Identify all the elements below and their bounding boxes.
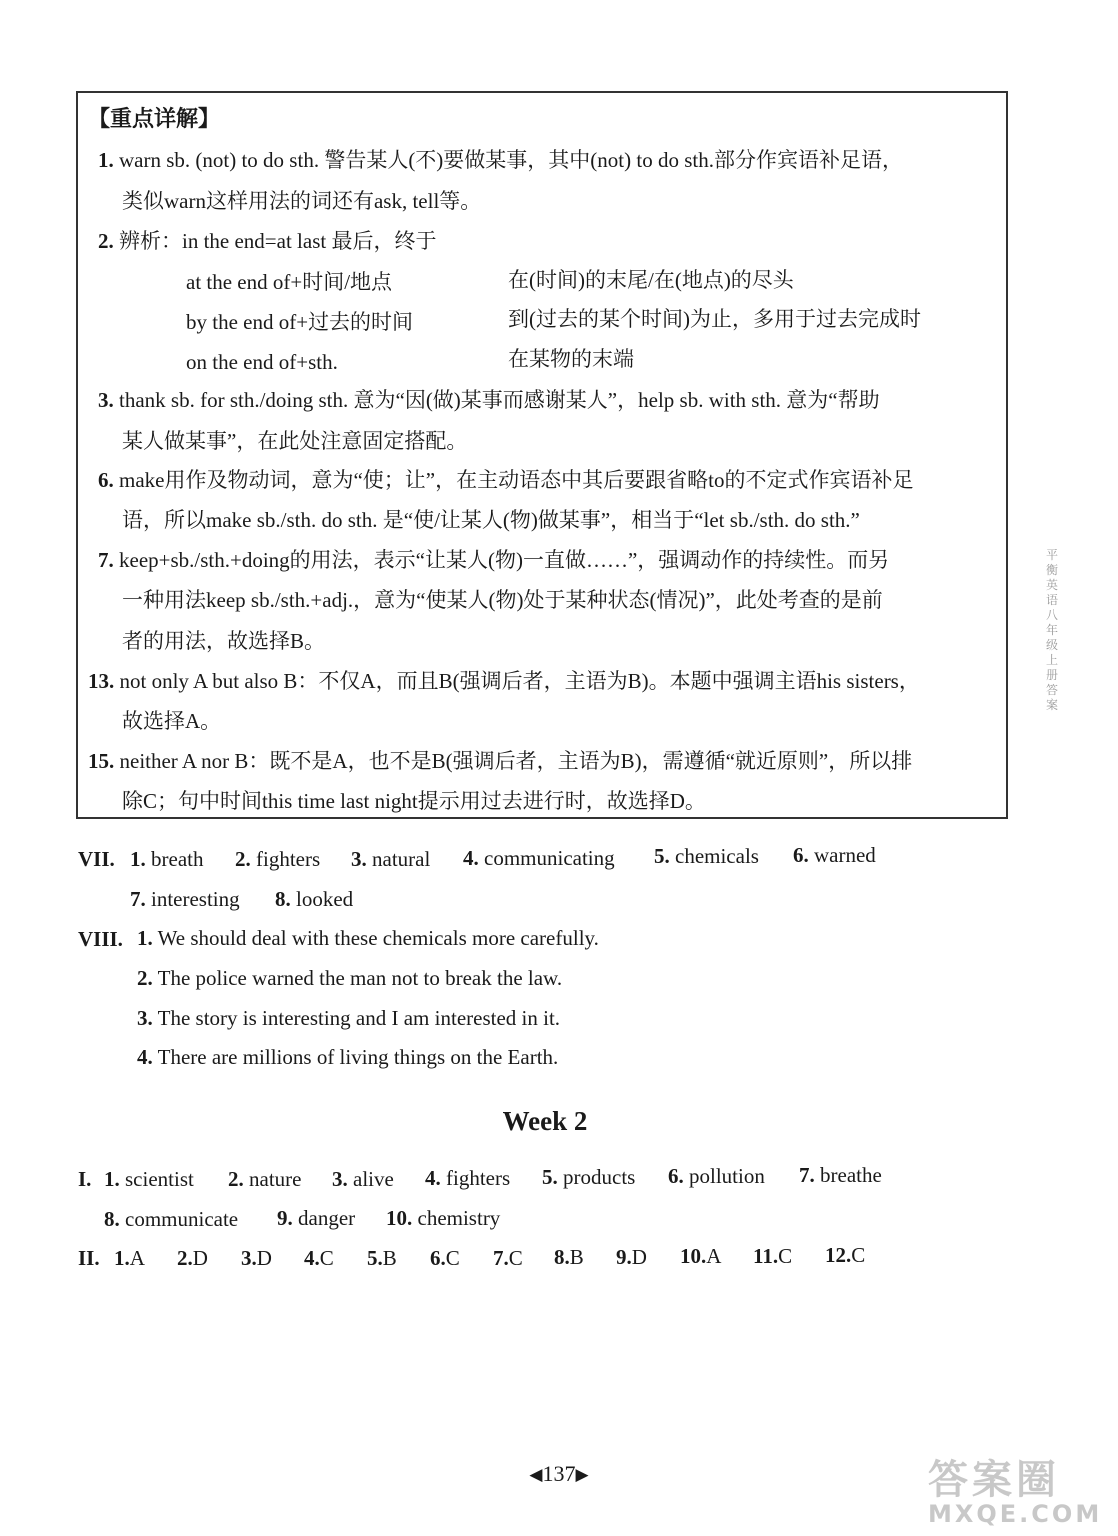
- answer-item: 3. natural: [351, 847, 431, 871]
- explanation-line: 6. make用作及物动词，意为“使；让”，在主动语态中其后要跟省略to的不定式作宾语补足: [98, 468, 914, 492]
- answer-item: 7. interesting: [130, 887, 240, 911]
- side-margin-text: 平衡英语八年级上册答案: [1046, 548, 1059, 712]
- focus-explanation-box: [76, 91, 1008, 819]
- explanation-line: 1. warn sb. (not) to do sth. 警告某人(不)要做某事，其中(not) to do sth.部分作宾语补足语，: [98, 148, 903, 172]
- right-arrow-icon: ▶: [575, 1465, 589, 1484]
- choice-answer: 1.A: [114, 1246, 145, 1270]
- explanation-line-meaning: 在(时间)的末尾/在(地点)的尽头: [508, 268, 794, 292]
- explanation-line: on the end of+sth.: [186, 350, 338, 374]
- choice-answer: 5.B: [367, 1246, 397, 1270]
- explanation-line: 一种用法keep sb./sth.+adj.，意为“使某人(物)处于某种状态(情况)”，此处考查的是前: [122, 588, 883, 612]
- choice-answer: 6.C: [430, 1246, 460, 1270]
- explanation-line: 类似warn这样用法的词还有ask, tell等。: [122, 189, 482, 213]
- choice-answer: 4.C: [304, 1246, 334, 1270]
- answer-item: 6. warned: [793, 843, 876, 867]
- answer-item: 8. looked: [275, 887, 354, 911]
- answer-item: 3. alive: [332, 1167, 394, 1191]
- explanation-line: 15. neither A nor B：既不是A，也不是B(强调后者，主语为B)，需遵循“就近原则”，所以排: [88, 749, 913, 773]
- explanation-line-meaning: 到(过去的某个时间)为止，多用于过去完成时: [508, 307, 921, 331]
- explanation-line: 故选择A。: [122, 709, 222, 733]
- explanation-line: 7. keep+sb./sth.+doing的用法，表示“让某人(物)一直做……”，强调动作的持续性。而另: [98, 548, 890, 572]
- answer-sentence: 1. We should deal with these chemicals more carefully.: [137, 926, 599, 950]
- section-i-label: I.: [78, 1167, 92, 1191]
- explanation-line: 某人做某事”，在此处注意固定搭配。: [122, 429, 468, 453]
- left-arrow-icon: ◀: [529, 1465, 543, 1484]
- answer-item: 8. communicate: [104, 1207, 239, 1231]
- choice-answer: 2.D: [177, 1246, 208, 1270]
- explanation-line: 13. not only A but also B：不仅A，而且B(强调后者，主语为B)。本题中强调主语his sisters，: [88, 669, 920, 693]
- answer-sentence: 2. The police warned the man not to break the law.: [137, 966, 563, 990]
- section-viii-label: VIII.: [78, 927, 123, 951]
- explanation-line: 者的用法，故选择B。: [122, 629, 326, 653]
- choice-answer: 8.B: [554, 1245, 584, 1269]
- choice-answer: 12.C: [825, 1243, 866, 1267]
- choice-answer: 11.C: [753, 1244, 793, 1268]
- choice-answer: 7.C: [493, 1246, 523, 1270]
- answer-item: 5. chemicals: [654, 844, 759, 868]
- box-title: 【重点详解】: [88, 107, 221, 132]
- answer-item: 10. chemistry: [386, 1206, 501, 1230]
- answer-item: 9. danger: [277, 1206, 356, 1230]
- answer-item: 4. fighters: [425, 1166, 511, 1190]
- answer-item: 2. fighters: [235, 847, 321, 871]
- section-vii-label: VII.: [78, 847, 115, 871]
- explanation-line: 2. 辨析：in the end=at last 最后，终于: [98, 229, 437, 253]
- answer-sentence: 4. There are millions of living things on the Earth.: [137, 1045, 559, 1069]
- watermark-bottom-text: MXQE.COM: [928, 1500, 1103, 1528]
- watermark-top-text: 答案圈: [928, 1457, 1060, 1503]
- explanation-line: 除C；句中时间this time last night提示用过去进行时，故选择D。: [122, 789, 706, 813]
- choice-answer: 9.D: [616, 1245, 647, 1269]
- explanation-line: 语，所以make sb./sth. do sth. 是“使/让某人(物)做某事”，相当于“let sb./sth. do sth.”: [122, 508, 860, 532]
- week-title: Week 2: [502, 1106, 588, 1136]
- choice-answer: 3.D: [241, 1246, 272, 1270]
- answer-item: 6. pollution: [668, 1164, 765, 1188]
- answer-sentence: 3. The story is interesting and I am interested in it.: [137, 1006, 561, 1030]
- answer-item: 7. breathe: [799, 1163, 882, 1187]
- page-number: ◀137▶: [529, 1461, 589, 1486]
- answer-item: 1. scientist: [104, 1167, 194, 1191]
- answer-item: 5. products: [542, 1165, 636, 1189]
- explanation-line: 3. thank sb. for sth./doing sth. 意为“因(做)某事而感谢某人”，help sb. with sth. 意为“帮助: [98, 388, 880, 412]
- answer-item: 2. nature: [228, 1167, 302, 1191]
- answer-item: 4. communicating: [463, 846, 615, 870]
- choice-answer: 10.A: [680, 1244, 722, 1268]
- section-ii-label: II.: [78, 1246, 100, 1270]
- explanation-line: at the end of+时间/地点: [186, 270, 393, 294]
- explanation-line: by the end of+过去的时间: [186, 310, 414, 334]
- watermark-logo: [910, 1448, 1115, 1533]
- answer-item: 1. breath: [130, 847, 204, 871]
- explanation-line-meaning: 在某物的末端: [508, 347, 634, 371]
